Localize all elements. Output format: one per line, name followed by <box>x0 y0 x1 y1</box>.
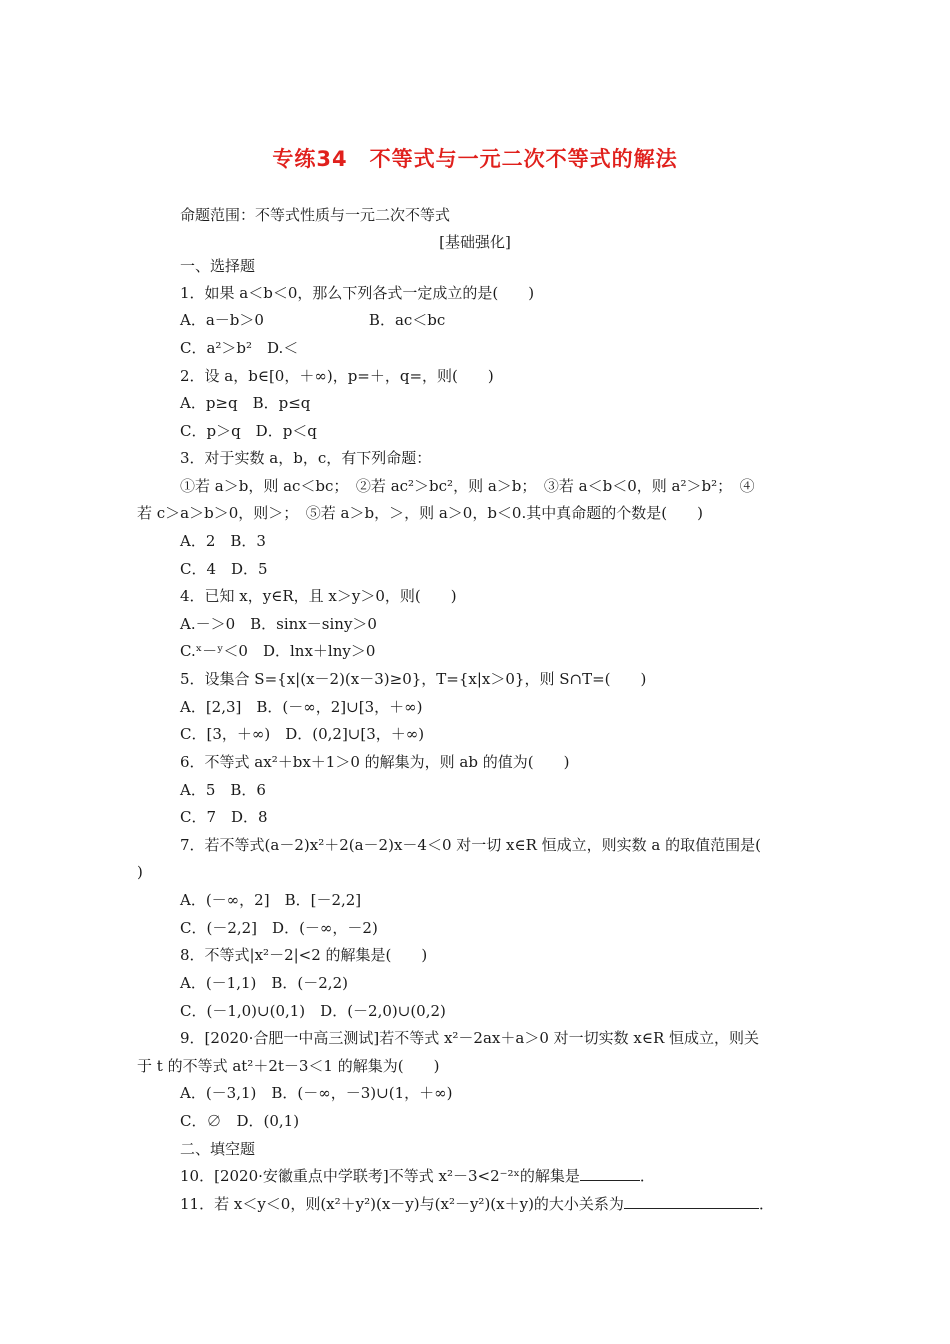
question-1: 1．如果 a＜b＜0，那么下列各式一定成立的是( ) <box>180 284 535 302</box>
question-4-options-ab: A.－＞0 B．sinx－siny＞0 <box>180 615 377 633</box>
question-3-options-ab: A．2 B．3 <box>180 532 266 550</box>
question-2-options-cd: C．p＞q D．p＜q <box>180 422 317 440</box>
question-10-period: ． <box>639 1167 655 1185</box>
question-3-options-cd: C．4 D．5 <box>180 560 268 578</box>
question-9-line-1: 9．[2020·合肥一中高三测试]若不等式 x²－2ax＋a＞0 对一切实数 x∈R 恒成立，则关 <box>180 1029 760 1047</box>
question-10 <box>180 1166 655 1186</box>
question-8-options-cd: C．(－1,0)∪(0,1) D．(－2,0)∪(0,2) <box>180 1002 446 1020</box>
question-1-options-cd: C．a²＞b² D.＜ <box>180 339 299 357</box>
page-title: 专练34 不等式与一元二次不等式的解法 <box>272 147 678 171</box>
question-6-options-cd: C．7 D．8 <box>180 808 268 826</box>
scope-line: 命题范围：不等式性质与一元二次不等式 <box>180 206 451 224</box>
question-8-options-ab: A．(－1,1) B．(－2,2) <box>180 974 348 992</box>
question-3-body-1: ①若 a＞b，则 ac＜bc； ②若 ac²＞bc²，则 a＞b； ③若 a＜b＜0，则 a²＞b²； ④ <box>180 477 755 495</box>
question-7-options-ab: A．(－∞，2] B．[－2,2] <box>180 891 362 909</box>
question-9-options-cd: C．∅ D．(0,1) <box>180 1112 300 1130</box>
question-11 <box>180 1194 774 1214</box>
question-5-options-ab: A．[2,3] B．(－∞，2]∪[3，＋∞) <box>180 698 423 716</box>
section-fill-heading: 二、填空题 <box>180 1140 256 1158</box>
answer-blank-10[interactable] <box>580 1166 640 1181</box>
question-2: 2．设 a，b∈[0，＋∞)，p=＋，q=，则( ) <box>180 367 494 385</box>
question-6: 6．不等式 ax²＋bx＋1＞0 的解集为，则 ab 的值为( ) <box>180 753 570 771</box>
question-7-options-cd: C．(－2,2] D．(－∞，－2) <box>180 919 378 937</box>
question-1-options-ab: A．a－b＞0 B．ac＜bc <box>180 311 446 329</box>
answer-blank-11[interactable] <box>624 1194 759 1209</box>
question-4-options-cd: C.ˣ－ʸ＜0 D．lnx＋lny＞0 <box>180 642 376 660</box>
question-11-period: ． <box>758 1195 774 1213</box>
section-choice-heading: 一、选择题 <box>180 257 256 275</box>
question-5: 5．设集合 S={x|(x－2)(x－3)≥0}，T={x|x＞0}，则 S∩T=( ) <box>180 670 647 688</box>
question-10-text: 10．[2020·安徽重点中学联考]不等式 x²－3<2⁻²ˣ的解集是 <box>180 1167 580 1185</box>
question-3: 3．对于实数 a，b，c，有下列命题： <box>180 449 432 467</box>
question-9-options-ab: A．(－3,1) B．(－∞，－3)∪(1，＋∞) <box>180 1084 453 1102</box>
question-9-line-2: 于 t 的不等式 at²＋2t－3＜1 的解集为( ) <box>137 1057 440 1075</box>
question-8: 8．不等式|x²－2|<2 的解集是( ) <box>180 946 428 964</box>
question-11-text: 11．若 x＜y＜0，则(x²＋y²)(x－y)与(x²－y²)(x＋y)的大小关系为 <box>180 1195 624 1213</box>
question-7: 7．若不等式(a－2)x²＋2(a－2)x－4＜0 对一切 x∈R 恒成立，则实数 a 的取值范围是( <box>180 836 761 854</box>
question-7-continuation: ) <box>137 863 143 881</box>
section-tag: [基础强化] <box>439 233 511 251</box>
question-6-options-ab: A．5 B．6 <box>180 781 266 799</box>
question-5-options-cd: C．[3，＋∞) D．(0,2]∪[3，＋∞) <box>180 725 425 743</box>
question-4: 4．已知 x，y∈R，且 x＞y＞0，则( ) <box>180 587 457 605</box>
question-2-options-ab: A．p≥q B．p≤q <box>180 394 311 412</box>
question-3-body-2: 若 c＞a＞b＞0，则＞； ⑤若 a＞b，＞，则 a＞0，b＜0.其中真命题的个数是( ) <box>137 504 703 522</box>
